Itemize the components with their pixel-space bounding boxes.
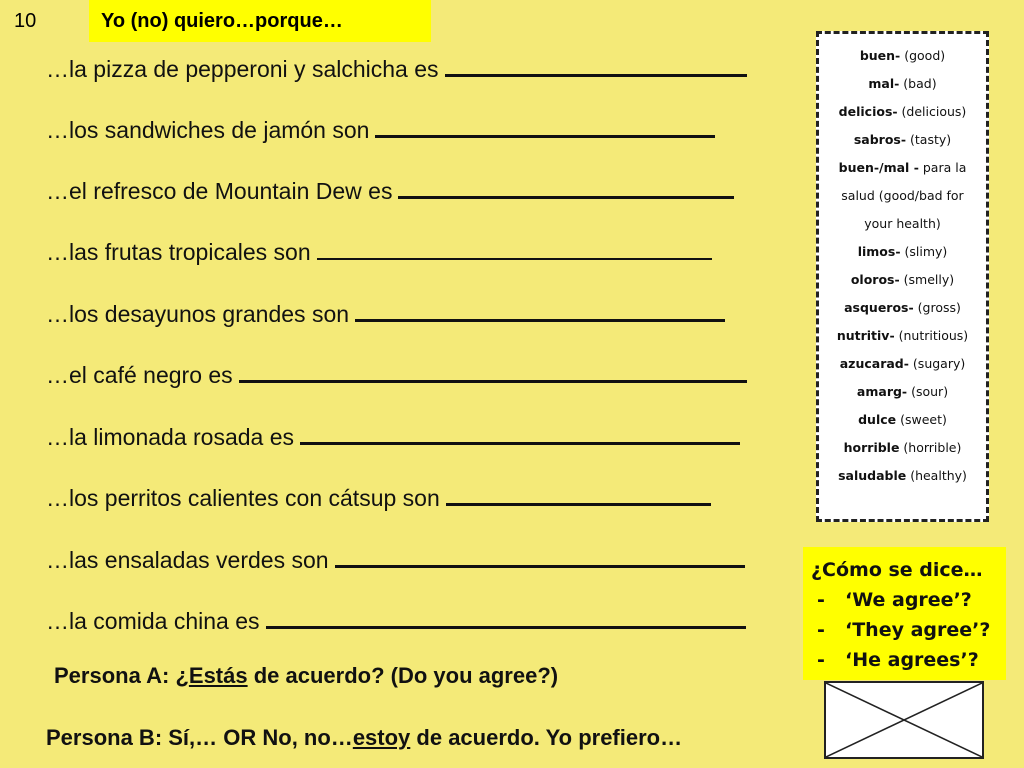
vocab-item — [819, 70, 986, 98]
sentence-item — [46, 52, 747, 83]
vocab-item — [819, 434, 986, 462]
vocab-item — [819, 210, 986, 238]
vocab-item — [819, 98, 986, 126]
vocab-meaning: salud (good/bad for — [841, 188, 964, 203]
vocab-stem: sabros- — [853, 132, 907, 147]
question-heading: ¿Cómo se dice… — [811, 559, 983, 581]
vocab-meaning: (sweet) — [896, 412, 947, 427]
sentence-item — [46, 481, 711, 512]
vocab-item — [819, 154, 986, 182]
persona-b-suffix: de acuerdo. Yo prefiero… — [410, 725, 683, 750]
vocab-meaning: (tasty) — [906, 132, 952, 147]
sentence-text: …los sandwiches de jamón son — [46, 117, 370, 143]
answer-blank[interactable] — [335, 543, 745, 568]
sentence-text: …la limonada rosada es — [46, 424, 295, 450]
vocab-stem: buen-/mal - — [838, 160, 919, 175]
question-item — [811, 645, 998, 675]
vocab-meaning: (nutritious) — [894, 328, 969, 343]
vocab-meaning: (horrible) — [899, 440, 962, 455]
sentence-item — [46, 358, 747, 389]
vocab-meaning: (sour) — [907, 384, 949, 399]
bullet: - — [817, 619, 825, 641]
vocab-item — [819, 182, 986, 210]
sentence-text: …los perritos calientes con cátsup son — [46, 485, 440, 511]
sentence-item — [46, 297, 725, 328]
vocab-meaning: (bad) — [899, 76, 937, 91]
vocab-stem: oloros- — [850, 272, 900, 287]
slide-title: Yo (no) quiero…porque… — [101, 10, 343, 32]
sentence-item — [46, 543, 745, 574]
answer-blank[interactable] — [317, 236, 712, 260]
persona-a-underlined: Estás — [188, 663, 248, 688]
persona-b-line — [46, 725, 682, 751]
sentence-text: …los desayunos grandes son — [46, 301, 350, 327]
vocab-item — [819, 126, 986, 154]
vocab-stem: saludable — [838, 468, 907, 483]
question-item-text: ‘He agrees’? — [845, 649, 979, 671]
vocab-meaning: (gross) — [913, 300, 961, 315]
vocab-stem: nutritiv- — [836, 328, 895, 343]
how-to-say-box — [803, 547, 1006, 680]
vocab-stem: mal- — [868, 76, 900, 91]
sentence-text: …el refresco de Mountain Dew es — [46, 178, 393, 204]
vocab-item — [819, 350, 986, 378]
vocab-stem: delicios- — [838, 104, 898, 119]
title-box — [89, 0, 431, 42]
sentence-text: …la comida china es — [46, 608, 260, 634]
answer-blank[interactable] — [266, 604, 746, 629]
vocab-stem: azucarad- — [839, 356, 909, 371]
vocab-box — [816, 31, 989, 522]
vocab-stem: dulce — [858, 412, 897, 427]
sentence-text: …las ensaladas verdes son — [46, 547, 329, 573]
persona-a-line — [54, 663, 558, 689]
vocab-item — [819, 294, 986, 322]
answer-blank[interactable] — [300, 420, 740, 445]
answer-blank[interactable] — [239, 358, 747, 383]
answer-blank[interactable] — [446, 481, 711, 506]
persona-a-prefix: Persona A: ¿ — [54, 663, 189, 688]
vocab-item — [819, 42, 986, 70]
vocab-meaning: (slimy) — [900, 244, 948, 259]
sentence-item — [46, 236, 712, 266]
question-item — [811, 615, 998, 645]
question-item-text: ‘We agree’? — [845, 589, 972, 611]
sentence-item — [46, 604, 746, 635]
persona-b-prefix: Persona B: Sí,… OR No, no… — [46, 725, 353, 750]
crossed-box-placeholder — [824, 681, 984, 759]
vocab-stem: asqueros- — [844, 300, 914, 315]
vocab-item — [819, 322, 986, 350]
sentence-item — [46, 420, 740, 451]
answer-blank[interactable] — [398, 174, 734, 199]
slide-number: 10 — [14, 10, 37, 32]
vocab-item — [819, 238, 986, 266]
bullet: - — [817, 589, 825, 611]
vocab-meaning: (good) — [900, 48, 946, 63]
vocab-stem: horrible — [843, 440, 900, 455]
vocab-meaning: your health) — [864, 216, 941, 231]
vocab-meaning: (sugary) — [908, 356, 966, 371]
vocab-stem: limos- — [857, 244, 901, 259]
answer-blank[interactable] — [355, 297, 725, 322]
cross-icon — [826, 683, 982, 757]
question-item-text: ‘They agree’? — [845, 619, 991, 641]
sentence-text: …la pizza de pepperoni y salchicha es — [46, 56, 439, 82]
sentence-text: …las frutas tropicales son — [46, 239, 311, 265]
bullet: - — [817, 649, 825, 671]
persona-b-underlined: estoy — [352, 725, 411, 750]
sentence-item — [46, 174, 734, 205]
persona-a-suffix: de acuerdo? (Do you agree?) — [247, 663, 559, 688]
sentence-item — [46, 113, 715, 144]
vocab-meaning: (delicious) — [897, 104, 967, 119]
vocab-meaning: (smelly) — [899, 272, 955, 287]
answer-blank[interactable] — [445, 52, 747, 77]
question-item — [811, 585, 998, 615]
vocab-stem: amarg- — [856, 384, 908, 399]
vocab-item — [819, 266, 986, 294]
sentence-text: …el café negro es — [46, 362, 233, 388]
vocab-item — [819, 406, 986, 434]
vocab-item — [819, 378, 986, 406]
vocab-meaning: para la — [918, 160, 967, 175]
vocab-stem: buen- — [859, 48, 901, 63]
vocab-item — [819, 462, 986, 490]
vocab-meaning: (healthy) — [906, 468, 967, 483]
answer-blank[interactable] — [375, 113, 715, 138]
